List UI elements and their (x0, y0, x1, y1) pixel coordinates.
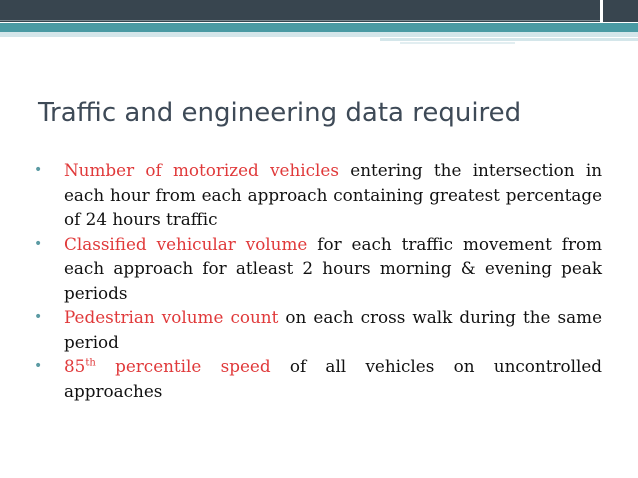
bullet-text: on each cross walk during the same period (64, 307, 602, 352)
bullet-highlight-superscript: th (85, 357, 96, 369)
bullet-highlight: Number of motorized vehicles (64, 160, 339, 180)
header-band-light (0, 32, 638, 37)
bullet-dot-icon: • (34, 358, 43, 374)
bullet-dot-icon: • (34, 235, 43, 252)
header-band-line (0, 20, 600, 21)
bullet-dot-icon: • (34, 162, 43, 178)
bullet-item (34, 158, 602, 232)
header-band-teal (0, 23, 638, 32)
bullet-list (34, 158, 602, 403)
bullet-item (34, 232, 602, 306)
header-band-light-accent-small (400, 42, 515, 44)
header-band-dark-right (603, 0, 638, 22)
bullet-text: for each traffic movement from each approach for atleast 2 hours morning & evening peak periods (64, 233, 602, 303)
bullet-highlight-prefix: 85 (64, 356, 86, 376)
bullet-item (34, 354, 602, 403)
bullet-item (34, 305, 602, 354)
header-band-light-accent (380, 38, 638, 41)
header-band-dark (0, 0, 600, 22)
bullet-dot-icon: • (34, 309, 43, 325)
bullet-highlight: Classified vehicular volume (64, 233, 308, 254)
slide-title: Traffic and engineering data required (38, 98, 522, 128)
bullet-highlight: percentile speed (95, 356, 271, 376)
bullet-highlight: Pedestrian volume count (64, 307, 279, 327)
bullet-text: of all vehicles on uncontrolled approaches (64, 356, 602, 401)
bullet-text: entering the intersection in each hour from each approach containing greatest percentage of 24 hours traffic (64, 160, 602, 229)
